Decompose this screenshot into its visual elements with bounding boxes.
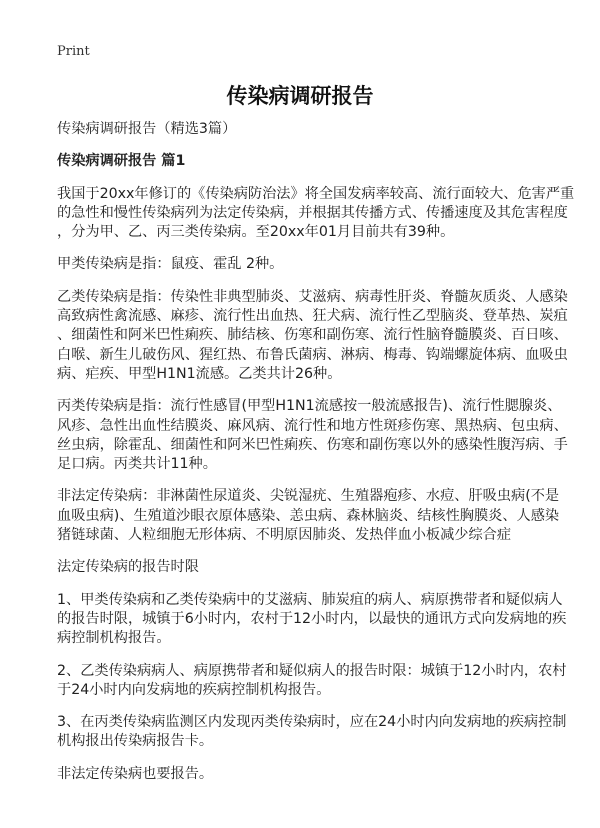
document-title: 传染病调研报告 [226, 84, 374, 108]
paragraph-line: 机构报出传染病报告卡。 [57, 733, 214, 750]
paragraph-line: 血吸虫病)、生殖道沙眼衣原体感染、恙虫病、森林脑炎、结核性胸膜炎、人感染 [57, 507, 560, 524]
paragraph-line: 非法定传染病：非淋菌性尿道炎、尖锐湿疣、生殖器疱疹、水痘、肝吸虫病(不是 [57, 488, 560, 505]
paragraph-line: 于24小时内向发病地的疾病控制机构报告。 [57, 681, 331, 698]
paragraphs [57, 185, 587, 784]
paragraph [57, 591, 587, 649]
document-subtitle: 传染病调研报告（精选3篇） [57, 121, 237, 137]
paragraph-line: 白喉、新生儿破伤风、猩红热、布鲁氏菌病、淋病、梅毒、钩端螺旋体病、血吸虫 [57, 346, 568, 363]
paragraph-line: 2、乙类传染病病人、病原携带者和疑似病人的报告时限：城镇于12小时内，农村 [57, 662, 567, 679]
paragraph-line: 足口病。丙类共计11种。 [57, 456, 217, 473]
paragraph-line: 3、在丙类传染病监测区内发现丙类传染病时，应在24小时内向发病地的疾病控制 [57, 714, 567, 731]
paragraph-line: 非法定传染病也要报告。 [57, 765, 214, 782]
paragraph-line: 病控制机构报告。 [57, 630, 171, 647]
paragraph-line: 猪链球菌、人粒细胞无形体病、不明原因肺炎、发热伴血小板减少综合症 [57, 527, 512, 544]
paragraph [57, 713, 587, 752]
paragraph [57, 185, 587, 243]
paragraph [57, 487, 587, 545]
paragraph-line: 风疹、急性出血性结膜炎、麻风病、流行性和地方性斑疹伤寒、黑热病、包虫病、 [57, 417, 568, 434]
paragraph-line: ，分为甲、乙、丙三类传染病。至20xx年01月目前共有39种。 [57, 224, 455, 241]
print-link[interactable]: Print [57, 44, 90, 59]
paragraph-line: 的急性和慢性传染病列为法定传染病，并根据其传播方式、传播速度及其危害程度 [57, 204, 568, 221]
paragraph-line: 、细菌性和阿米巴性痢疾、肺结核、伤寒和副伤寒、流行性脑脊髓膜炎、百日咳、 [57, 327, 568, 344]
section-heading: 传染病调研报告 篇1 [57, 153, 186, 170]
paragraph-line: 病、疟疾、甲型H1N1流感。乙类共计26种。 [57, 365, 342, 382]
paragraph-line: 丙类传染病是指：流行性感冒(甲型H1N1流感按一般流感报告)、流行性腮腺炎、 [57, 398, 562, 415]
paragraph-line: 甲类传染病是指：鼠疫、霍乱 2种。 [57, 256, 284, 273]
paragraph-line: 丝虫病，除霍乱、细菌性和阿米巴性痢疾、伤寒和副伤寒以外的感染性腹泻病、手 [57, 436, 568, 453]
paragraph [57, 288, 587, 384]
paragraph [57, 255, 587, 274]
paragraph [57, 397, 587, 474]
document-body [57, 120, 587, 797]
paragraph-line: 1、甲类传染病和乙类传染病中的艾滋病、肺炭疽的病人、病原携带者和疑似病人 [57, 591, 563, 608]
paragraph-line: 的报告时限，城镇于6小时内，农村于12小时内，以最快的通讯方式向发病地的疾 [57, 610, 567, 627]
paragraph [57, 558, 587, 577]
paragraph-line: 我国于20xx年修订的《传染病防治法》将全国发病率较高、流行面较大、危害严重 [57, 185, 575, 202]
paragraph [57, 765, 587, 784]
paragraph [57, 662, 587, 701]
paragraph-line: 乙类传染病是指：传染性非典型肺炎、艾滋病、病毒性肝炎、脊髓灰质炎、人感染 [57, 288, 568, 305]
paragraph-line: 法定传染病的报告时限 [57, 559, 199, 576]
paragraph-line: 高致病性禽流感、麻疹、流行性出血热、狂犬病、流行性乙型脑炎、登革热、炭疽 [57, 308, 568, 325]
